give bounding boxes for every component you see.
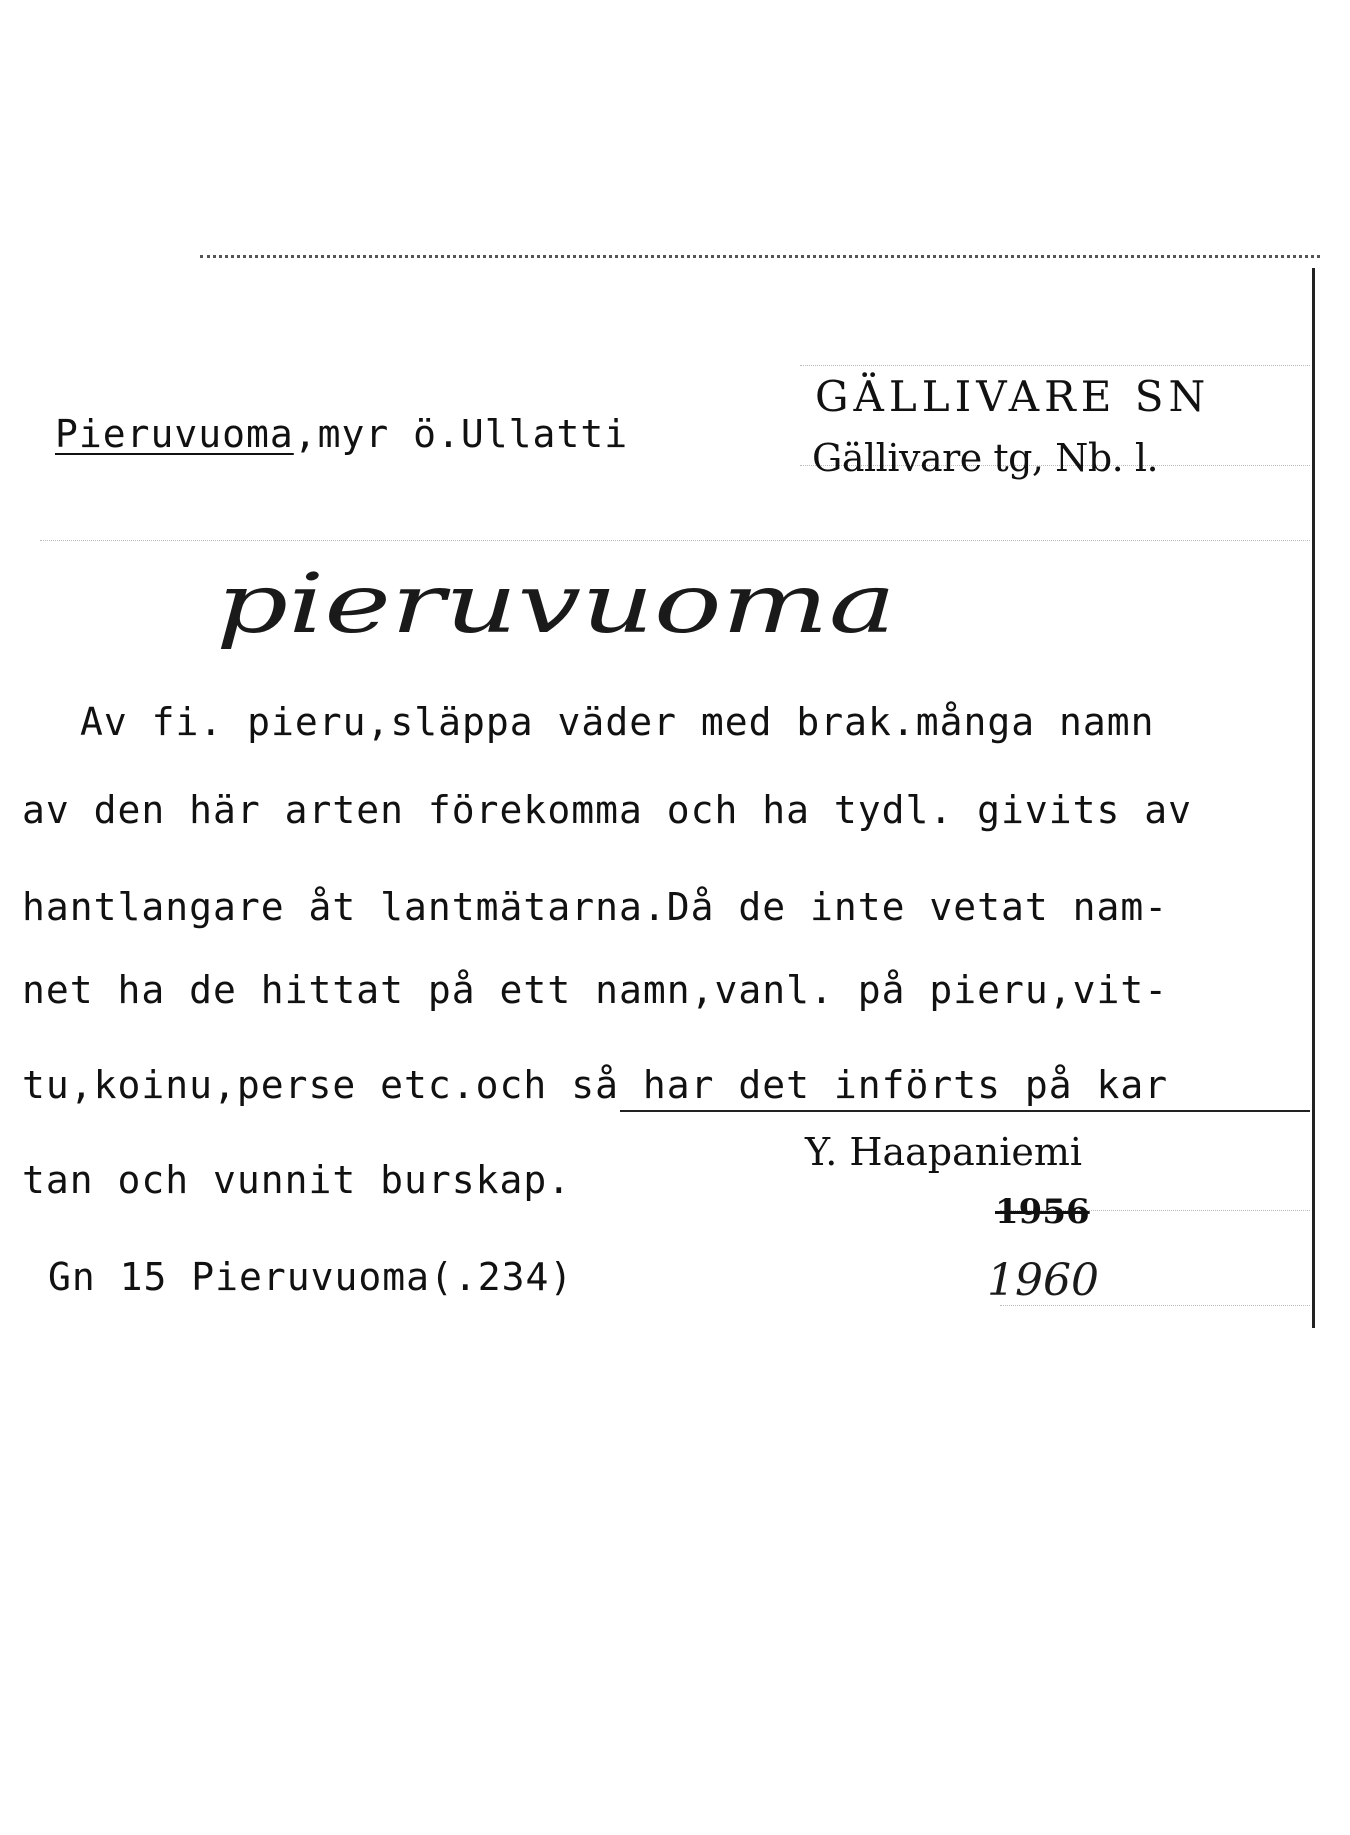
headword-line [55, 412, 628, 456]
map-reference: Gn 15 Pieruvuoma(.234) [48, 1255, 574, 1299]
parish-heading: GÄLLIVARE SN [815, 372, 1211, 421]
headword-description: ,myr ö.Ullatti [293, 412, 629, 456]
signature: Y. Haapaniemi [805, 1130, 1083, 1174]
body-line: net ha de hittat på ett namn,vanl. på pieru,vit- [22, 968, 1169, 1012]
body-line: av den här arten förekomma och ha tydl. givits av [22, 788, 1193, 832]
district-subheading: Gällivare tg, Nb. l. [812, 436, 1159, 480]
handwritten-year [985, 1245, 1125, 1315]
body-line: Av fi. pieru,släppa väder med brak.många namn [80, 700, 1155, 744]
card-top-edge [200, 255, 1320, 258]
guide-line [800, 365, 1310, 366]
handwritten-form [210, 560, 910, 700]
handwritten-year-text: 1960 [987, 1255, 1099, 1306]
year-crossed-out: 1956 [995, 1192, 1090, 1232]
text-underline [620, 1110, 1310, 1112]
body-line: tu,koinu,perse etc.och så har det införts på kar [22, 1063, 1169, 1107]
card-right-edge [1312, 268, 1315, 1328]
body-line: tan och vunnit burskap. [22, 1158, 572, 1202]
guide-line [40, 540, 1310, 541]
handwritten-form-text: pieruvuoma [216, 560, 896, 652]
body-line: hantlangare åt lantmätarna.Då de inte vetat nam- [22, 885, 1169, 929]
headword: Pieruvuoma [55, 412, 294, 456]
